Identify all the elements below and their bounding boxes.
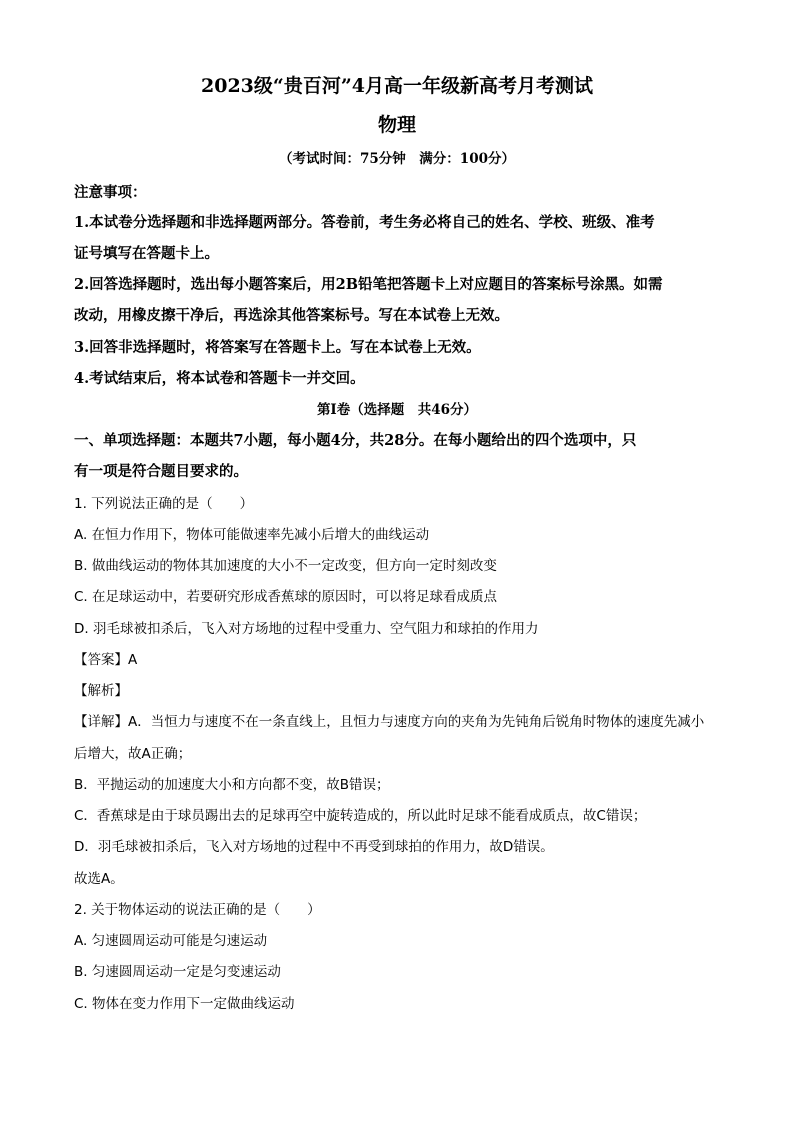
- note-2-line-1: 2.回答选择题时，选出每小题答案后，用2B铅笔把答题卡上对应题目的答案标号涂黑。如需: [74, 276, 663, 293]
- q1-stem: 1. 下列说法正确的是（ ）: [74, 496, 254, 512]
- subject-title: 物理: [377, 114, 416, 136]
- q1-option-b: B. 做曲线运动的物体其加速度的大小不一定改变，但方向一定时刻改变: [74, 558, 497, 574]
- note-3: 3.回答非选择题时，将答案写在答题卡上。写在本试卷上无效。: [74, 339, 481, 356]
- exam-time-info: （考试时间：75分钟 满分：100分）: [279, 151, 515, 167]
- note-1-line-2: 证号填写在答题卡上。: [74, 245, 219, 262]
- section-heading: 第Ⅰ卷（选择题 共46分）: [316, 402, 478, 418]
- note-4: 4.考试结束后，将本试卷和答题卡一并交回。: [74, 370, 365, 387]
- q1-conclusion: 故选A。: [74, 871, 124, 887]
- notes-heading: 注意事项：: [74, 184, 147, 201]
- q1-option-a: A. 在恒力作用下，物体可能做速率先减小后增大的曲线运动: [74, 527, 430, 543]
- note-2-line-2: 改动，用橡皮擦干净后，再选涂其他答案标号。写在本试卷上无效。: [74, 307, 509, 324]
- section-intro-line-1: 一、单项选择题：本题共7小题，每小题4分，共28分。在每小题给出的四个选项中，只: [74, 432, 637, 449]
- q2-option-c: C. 物体在变力作用下一定做曲线运动: [74, 996, 295, 1012]
- q1-answer: 【答案】A: [74, 652, 138, 668]
- q2-option-a: A. 匀速圆周运动可能是匀速运动: [74, 933, 268, 949]
- note-1-line-1: 1.本试卷分选择题和非选择题两部分。答卷前，考生务必将自己的姓名、学校、班级、准考: [74, 214, 655, 231]
- section-intro-line-2: 有一项是符合题目要求的。: [74, 463, 248, 480]
- q1-detail-d: D．羽毛球被扣杀后，飞入对方场地的过程中不再受到球拍的作用力，故D错误。: [74, 839, 554, 855]
- q1-detail-c: C．香蕉球是由于球员踢出去的足球再空中旋转造成的，所以此时足球不能看成质点，故C错误；: [74, 808, 647, 824]
- q1-detail-b: B．平抛运动的加速度大小和方向都不变，故B错误；: [74, 777, 390, 793]
- q1-analysis-label: 【解析】: [74, 683, 128, 699]
- q1-detail-line-1: 【详解】A．当恒力与速度不在一条直线上，且恒力与速度方向的夹角为先钝角后锐角时物体的速度先减小: [74, 714, 705, 730]
- q2-stem: 2. 关于物体运动的说法正确的是（ ）: [74, 902, 321, 918]
- q1-option-d: D. 羽毛球被扣杀后，飞入对方场地的过程中受重力、空气阻力和球拍的作用力: [74, 621, 539, 637]
- page-title: 2023级“贵百河”4月高一年级新高考月考测试: [201, 75, 593, 97]
- q1-option-c: C. 在足球运动中，若要研究形成香蕉球的原因时，可以将足球看成质点: [74, 589, 498, 605]
- q1-detail-line-2: 后增大，故A正确；: [74, 746, 192, 762]
- q2-option-b: B. 匀速圆周运动一定是匀变速运动: [74, 964, 281, 980]
